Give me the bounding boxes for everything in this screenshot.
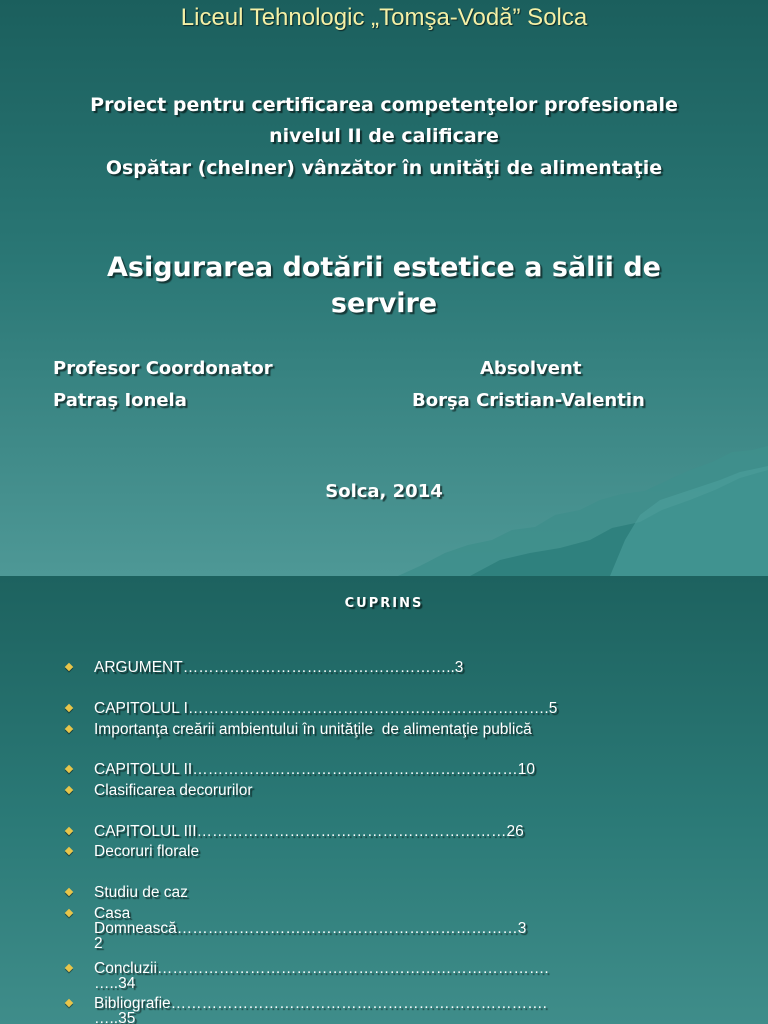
project-title-line-1: Asigurarea dotării estetice a sălii de [107,252,661,283]
graduate-name: Borşa Cristian-Valentin [412,390,645,411]
graduate-label: Absolvent [480,358,582,379]
diamond-bullet-icon [65,827,73,835]
place-date: Solca, 2014 [325,481,443,502]
diamond-bullet-icon [65,964,73,972]
project-title-line-2: servire [330,288,438,319]
coordinator-name: Patraş Ionela [53,390,187,411]
diamond-bullet-icon [65,765,73,773]
diamond-bullet-icon [65,999,73,1007]
project-line-2: nivelul II de calificare [269,125,499,147]
contents-slide: CUPRINS ARGUMENT……………………………………………..3 CAPITOLUL I…………………………………………………………….5 Importanţa creării ambientului în unităţile de alimentaţie publică CAPITOLUL II………………………………………………………10 Clasificarea decorurilor CAPITOLUL III……………………………………………………26 Decoruri florale Studiu de caz Casa Domnească…………………………………………………………3 2 Concluzii…………………………………………………………………. …..34 Bibliografie………………………………………………………………. …..35 [0,576,768,1024]
diamond-bullet-icon [65,847,73,855]
school-name: Liceul Tehnologic „Tomşa-Vodă” Solca [180,4,588,31]
diamond-bullet-icon [65,663,73,671]
contents-heading: CUPRINS [344,596,424,611]
diamond-bullet-icon [65,786,73,794]
coordinator-label: Profesor Coordonator [53,358,273,379]
diamond-bullet-icon [65,725,73,733]
diamond-bullet-icon [65,704,73,712]
diamond-bullet-icon [65,909,73,917]
project-line-1: Proiect pentru certificarea competenţelor profesionale [90,94,678,116]
diamond-bullet-icon [65,888,73,896]
project-line-3: Ospătar (chelner) vânzător în unităţi de alimentaţie [105,157,663,179]
